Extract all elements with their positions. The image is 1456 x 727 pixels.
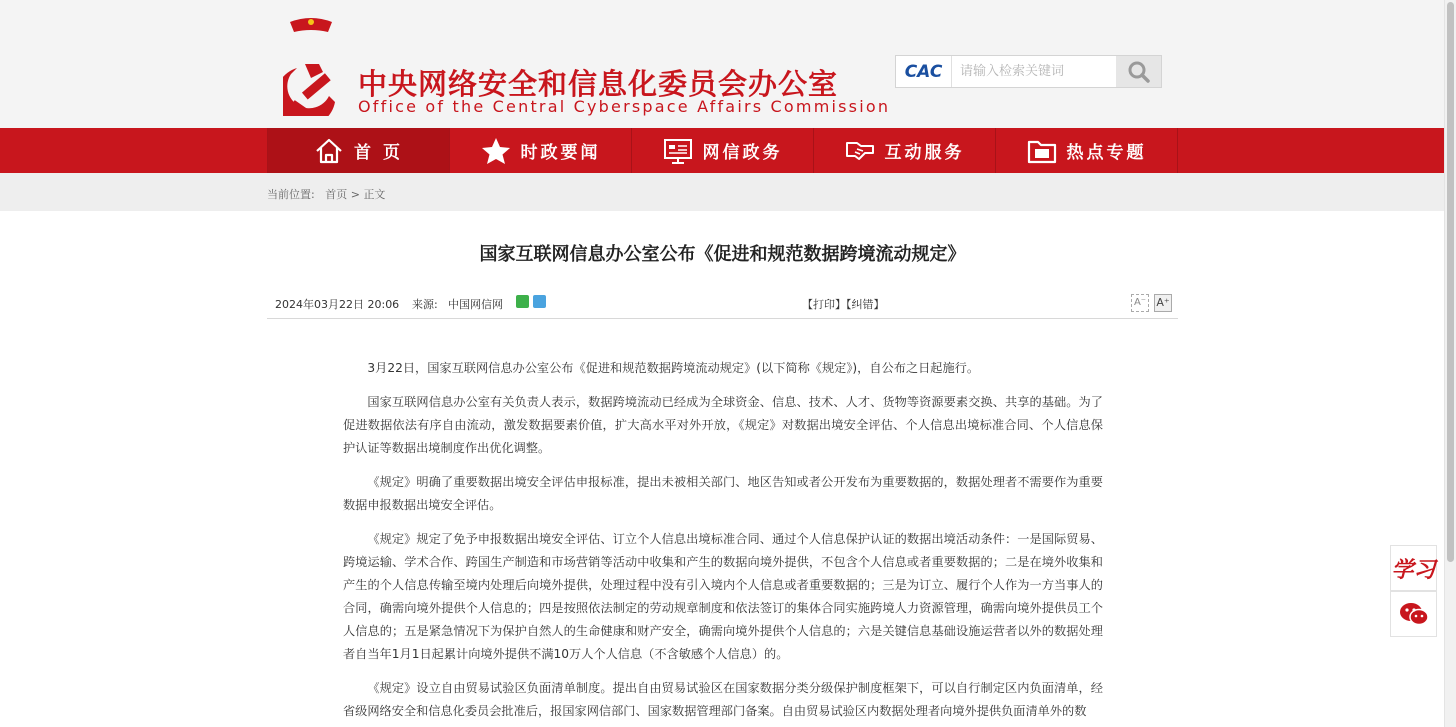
nav-label: 时政要闻: [520, 143, 601, 163]
search-input[interactable]: [953, 56, 1117, 87]
wechat-icon: [1399, 601, 1429, 627]
article-paragraph: 国家互联网信息办公室有关负责人表示，数据跨境流动已经成为全球资金、信息、技术、人才、货物等资源要素交换、共享的基础。为了促进数据依法有序自由流动，激发数据要素价值，扩大高水平对外开放，《规定》对数据出境安全评估、个人信息出境标准合同、个人信息保护认证等数据出境制度作出优化调整。: [343, 395, 1103, 455]
breadcrumb-label: 当前位置:: [267, 188, 315, 201]
folder-icon: [1027, 137, 1057, 165]
nav-label: 首 页: [354, 143, 403, 163]
xuexi-label: 学习: [1391, 556, 1436, 583]
article-paragraph: 《规定》明确了重要数据出境安全评估申报标准，提出未被相关部门、地区告知或者公开发布为重要数据的，数据处理者不需要作为重要数据申报数据出境安全评估。: [343, 475, 1103, 512]
nav-item-news[interactable]: [450, 128, 632, 173]
cac-logo: [896, 56, 952, 87]
emblem-icon: [288, 16, 334, 34]
site-header: [0, 0, 1444, 128]
monitor-icon: [663, 137, 693, 165]
nav-label: 网信政务: [702, 143, 783, 163]
article-title: 国家互联网信息办公室公布《促进和规范数据跨境流动规定》: [479, 244, 966, 265]
print-correct-links[interactable]: 【打印】【纠错】: [802, 298, 885, 311]
font-increase-button[interactable]: A⁺: [1154, 294, 1172, 312]
nav-label: 互动服务: [884, 143, 965, 163]
scrollbar-thumb[interactable]: [1447, 2, 1454, 562]
article-source: 中国网信网: [448, 298, 503, 311]
search-box: [895, 55, 1162, 88]
search-icon: [1127, 60, 1151, 84]
breadcrumb-home-link[interactable]: 首页: [325, 188, 348, 201]
breadcrumb-current: 正文: [363, 188, 386, 201]
article-body: [343, 357, 1103, 727]
main-nav: [0, 128, 1444, 173]
handshake-icon: [845, 137, 875, 165]
nav-item-affairs[interactable]: [632, 128, 814, 173]
breadcrumb-separator: >: [350, 188, 360, 201]
site-title-cn[interactable]: 中央网络安全和信息化委员会办公室: [358, 67, 839, 101]
article-paragraph: 3月22日，国家互联网信息办公室公布《促进和规范数据跨境流动规定》(以下简称《规定》)，自公布之日起施行。: [367, 361, 980, 375]
nav-item-service[interactable]: [814, 128, 996, 173]
site-title-en[interactable]: Office of the Central Cyberspace Affairs Commission: [358, 97, 891, 116]
wechat-button[interactable]: [1390, 591, 1437, 637]
nav-item-home[interactable]: [268, 128, 450, 173]
article-paragraph: 《规定》规定了免予申报数据出境安全评估、订立个人信息出境标准合同、通过个人信息保护认证的数据出境活动条件：一是国际贸易、跨境运输、学术合作、跨国生产制造和市场营销等活动中收集和产生的数据向境外提供，不包含个人信息或者重要数据的；二是在境外收集和产生的个人信息传输至境内处理后向境外提供，处理过程中没有引入境内个人信息或者重要数据的；三是为订立、履行个人作为一方当事人的合同，确需向境外提供个人信息的；四是按照依法制定的劳动规章制度和依法签订的集体合同实施跨境人力资源管理，确需向境外提供员工个人信息的；五是紧急情况下为保护自然人的生命健康和财产安全，确需向境外提供个人信息的；六是关键信息基础设施运营者以外的数据处理者自当年1月1日起累计向境外提供不满10万人个人信息（不含敏感个人信息）的。: [343, 532, 1103, 661]
article-meta: [267, 292, 1178, 319]
article-paragraph: 《规定》设立自由贸易试验区负面清单制度。提出自由贸易试验区在国家数据分类分级保护制度框架下，可以自行制定区内负面清单，经省级网络安全和信息化委员会批准后，报国家网信部门、国家数据管理部门备案。自由贸易试验区内数据处理者向境外提供负面清单外的数: [343, 681, 1103, 718]
breadcrumb-bar: [0, 173, 1444, 211]
source-label: 来源:: [412, 298, 438, 311]
home-icon: [314, 137, 344, 165]
nav-item-topics[interactable]: [996, 128, 1178, 173]
font-decrease-button[interactable]: A⁻: [1131, 294, 1149, 312]
cac-logo-text: CAC: [904, 61, 943, 82]
breadcrumb: [267, 186, 385, 202]
nav-label: 热点专题: [1066, 143, 1147, 163]
page-scrollbar[interactable]: [1444, 0, 1456, 727]
share-wechat-icon[interactable]: [516, 295, 529, 308]
share-weibo-icon[interactable]: [533, 295, 546, 308]
search-button[interactable]: [1116, 56, 1161, 87]
xuexi-button[interactable]: [1390, 545, 1437, 591]
article-date: 2024年03月22日 20:06: [275, 298, 400, 311]
star-icon: [481, 137, 511, 165]
party-logo-icon[interactable]: [283, 60, 343, 116]
